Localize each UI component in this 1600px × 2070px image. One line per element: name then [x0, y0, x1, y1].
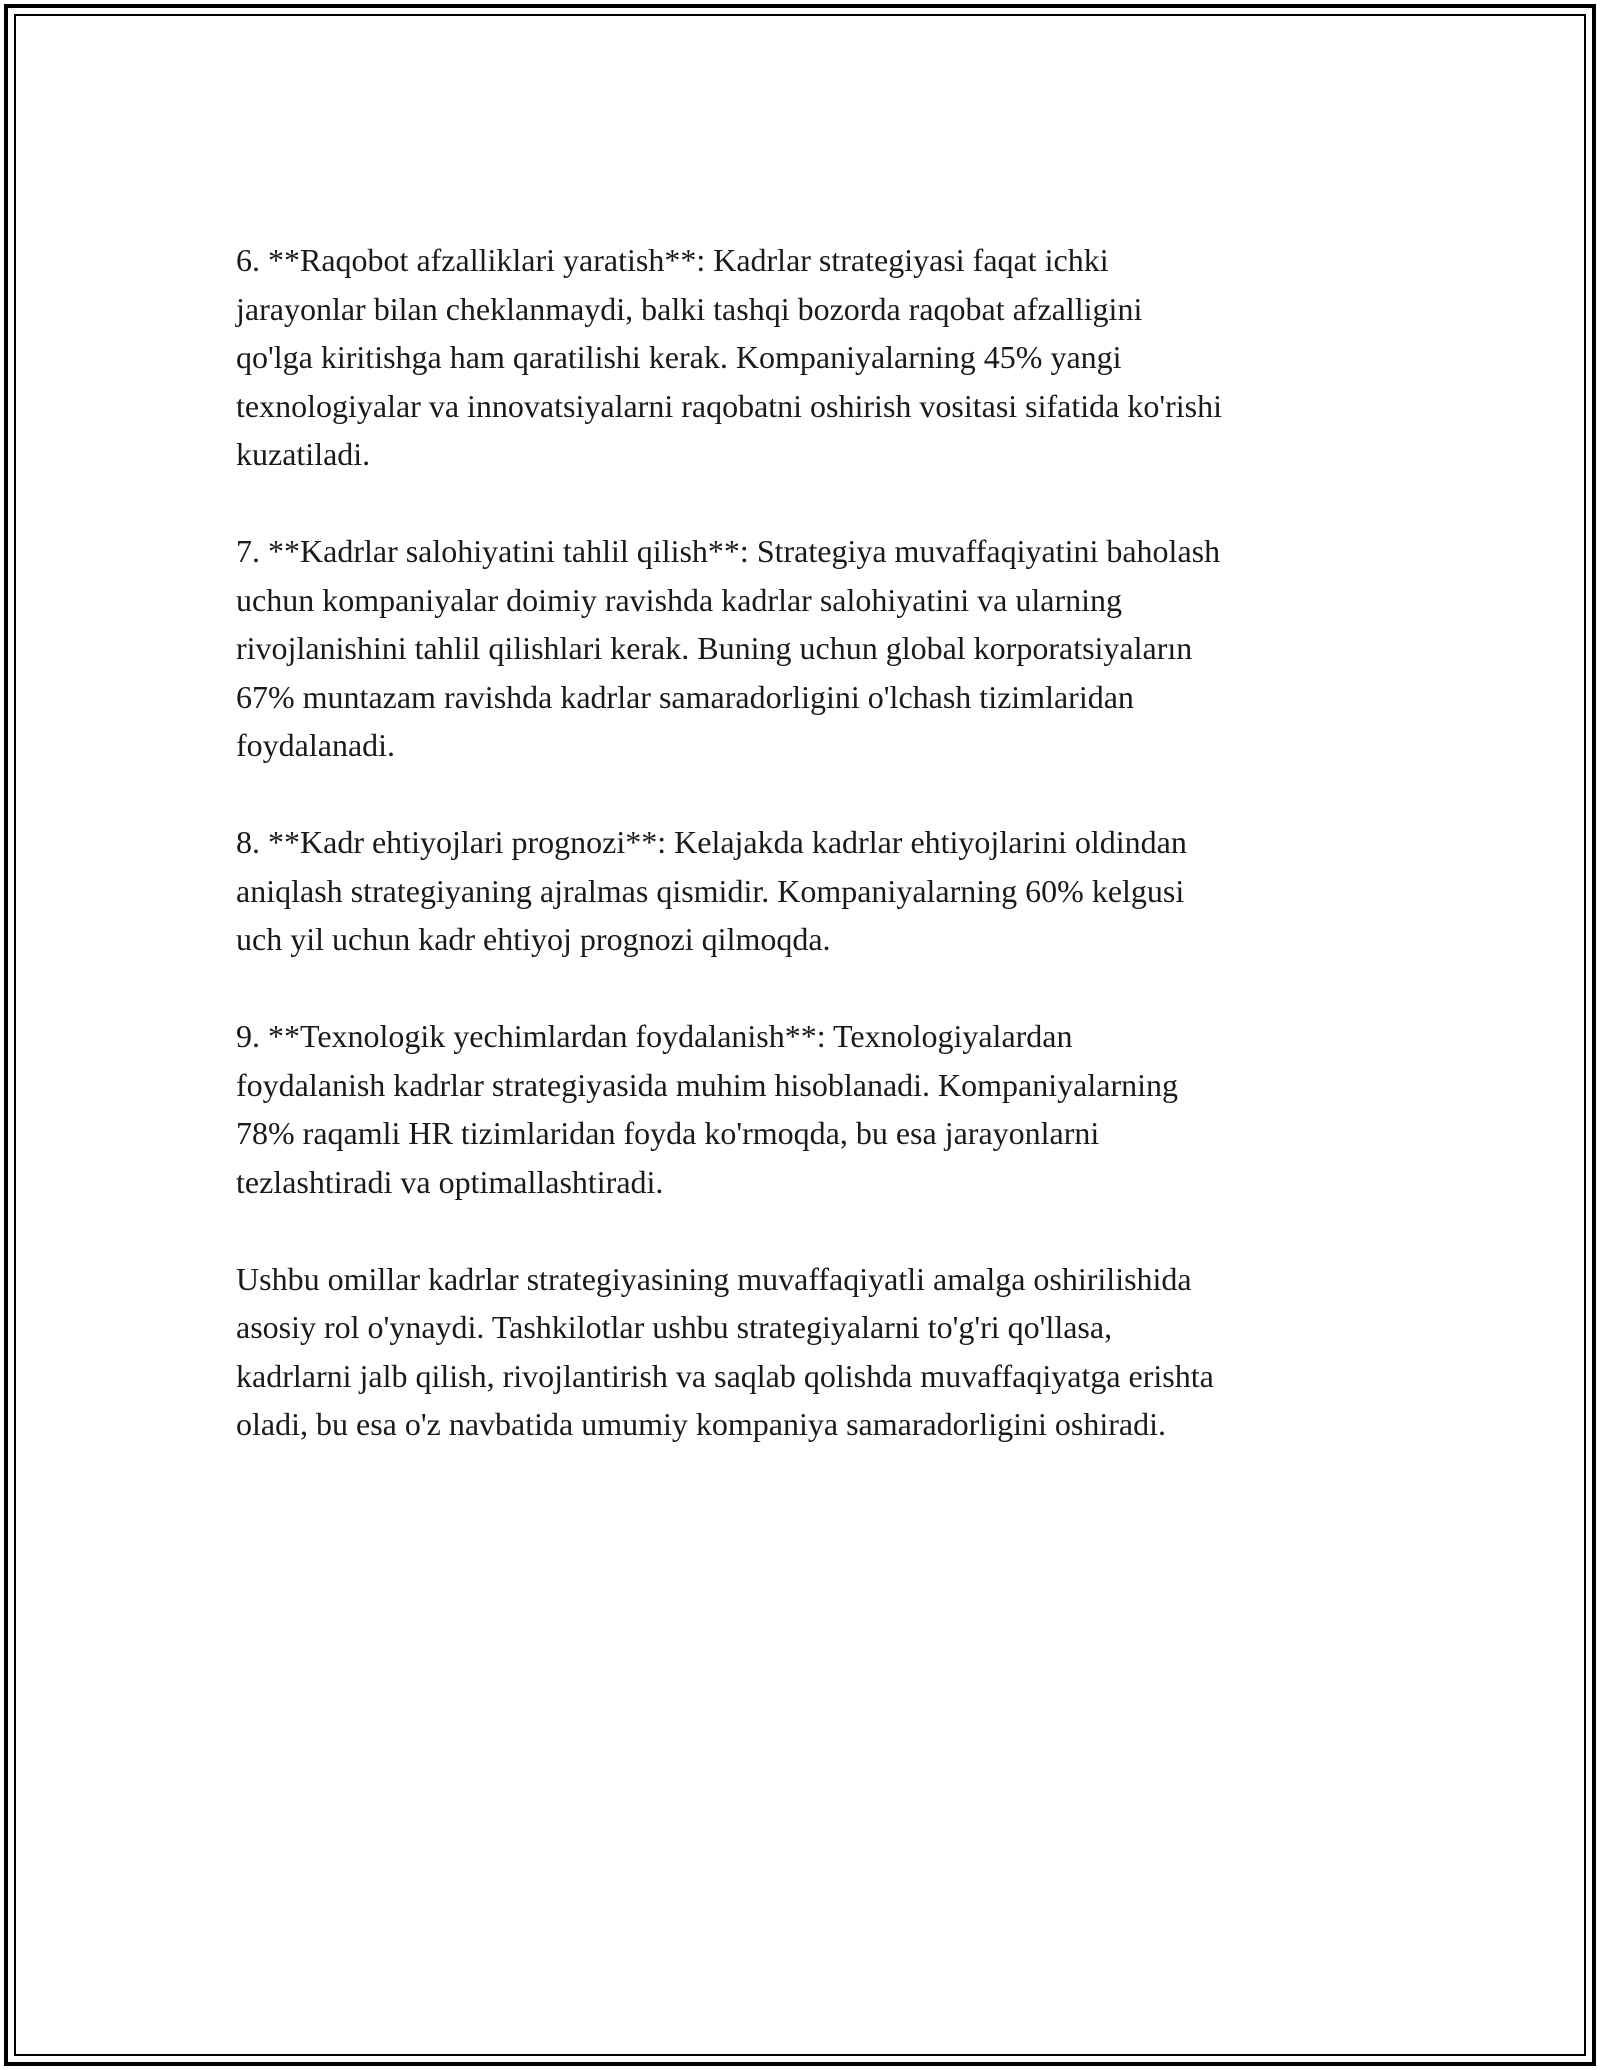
- text-line: kuzatiladi.: [236, 436, 371, 472]
- document-body: [236, 236, 1396, 1497]
- paragraph-item-8: [236, 818, 1396, 964]
- paragraph-item-7: [236, 527, 1396, 770]
- text-line: qo'lga kiritishga ham qaratilishi kerak. Kompaniyalarning 45% yangi: [236, 339, 1122, 375]
- text-line: rivojlanishini tahlil qilishlari kerak. Buning uchun global korporatsiyaların: [236, 630, 1193, 666]
- text-line: kadrlarni jalb qilish, rivojlantirish va saqlab qolishda muvaffaqiyatga erishta: [236, 1357, 1214, 1394]
- text-line: texnologiyalar va innovatsiyalarni raqobatni oshirish vositasi sifatida ko'rishi: [236, 387, 1223, 424]
- paragraph-item-9: [236, 1012, 1396, 1206]
- text-line: Ushbu omillar kadrlar strategiyasining muvaffaqiyatli amalga oshirilishida: [236, 1260, 1192, 1297]
- text-line: aniqlash strategiyaning ajralmas qismidir. Kompaniyalarning 60% kelgusi: [236, 872, 1185, 909]
- paragraph-conclusion: [236, 1255, 1396, 1449]
- text-line: 6. **Raqobot afzalliklari yaratish**: Kadrlar strategiyasi faqat ichki: [236, 242, 1109, 278]
- text-line: foydalanish kadrlar strategiyasida muhim hisoblanadi. Kompaniyalarning: [236, 1066, 1178, 1103]
- text-line: 67% muntazam ravishda kadrlar samaradorligini o'lchash tizimlaridan: [236, 678, 1134, 715]
- text-line: 78% raqamli HR tizimlaridan foyda ko'rmoqda, bu esa jarayonlarni: [236, 1115, 1100, 1151]
- text-line: asosiy rol o'ynaydi. Tashkilotlar ushbu strategiyalarni to'g'ri qo'llasa,: [236, 1309, 1113, 1345]
- text-line: tezlashtiradi va optimallashtiradi.: [236, 1163, 664, 1200]
- text-line: uch yil uchun kadr ehtiyoj prognozi qilmoqda.: [236, 921, 831, 957]
- text-line: 8. **Kadr ehtiyojlari prognozi**: Kelajakda kadrlar ehtiyojlarini oldindan: [236, 824, 1187, 860]
- text-line: jarayonlar bilan cheklanmaydi, balki tashqi bozorda raqobat afzalligini: [236, 290, 1143, 327]
- text-line: foydalanadi.: [236, 727, 396, 763]
- text-line: oladi, bu esa o'z navbatida umumiy kompaniya samaradorligini oshiradi.: [236, 1406, 1166, 1442]
- text-line: uchun kompaniyalar doimiy ravishda kadrlar salohiyatini va ularning: [236, 581, 1122, 618]
- text-line: 9. **Texnologik yechimlardan foydalanish**: Texnologiyalardan: [236, 1018, 1073, 1054]
- paragraph-item-6: [236, 236, 1396, 479]
- text-line: 7. **Kadrlar salohiyatini tahlil qilish**: Strategiya muvaffaqiyatini baholash: [236, 533, 1221, 569]
